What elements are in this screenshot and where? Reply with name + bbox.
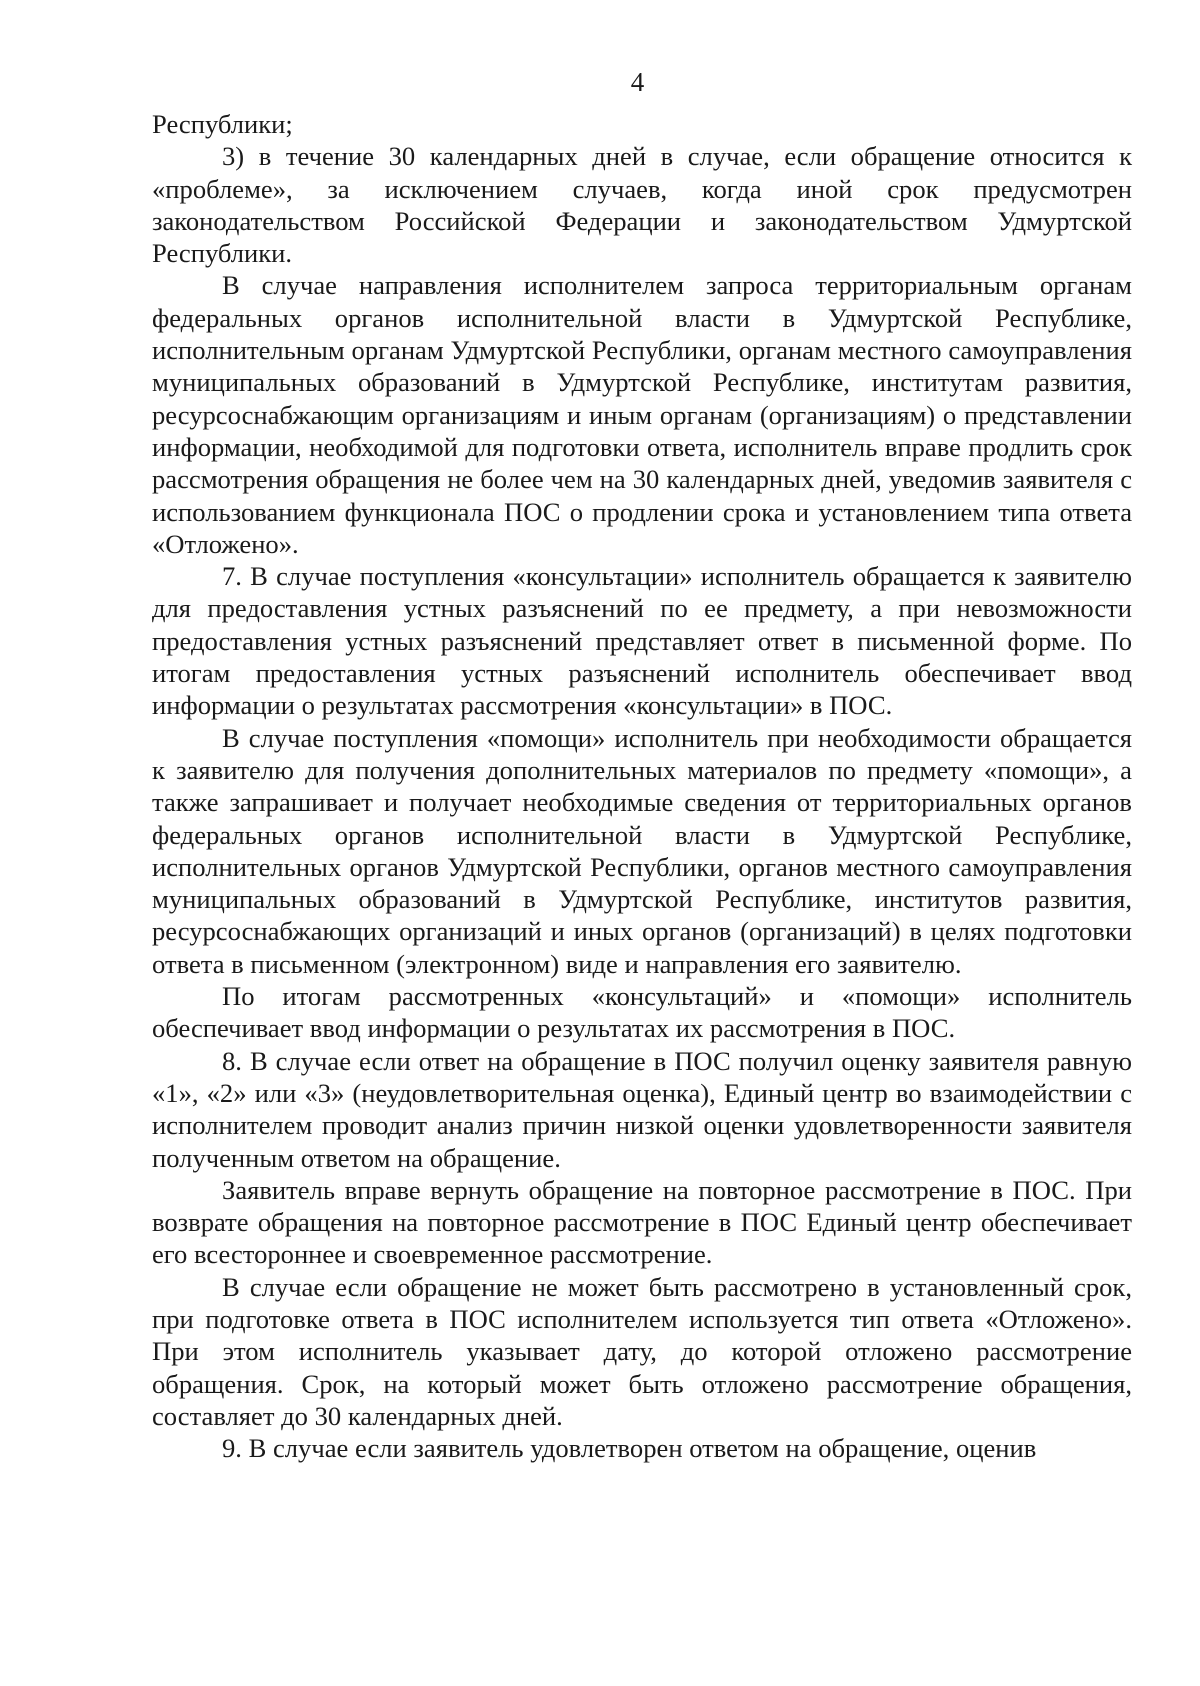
paragraph-2: 3) в течение 30 календарных дней в случае, если обращение относится к «проблеме», за исключением случаев, когда иной срок предусмотрен законодательством Российской Федерации и законодательством Удмуртской Республики. — [152, 141, 1132, 269]
page-number: 4 — [630, 67, 645, 97]
paragraph-4: 7. В случае поступления «консультации» исполнитель обращается к заявителю для предоставления устных разъяснений по ее предмету, а при невозможности предоставления устных разъяснений представляет ответ в письменной форме. По итогам предоставления устных разъяснений исполнитель обеспечивает ввод информации о результатах рассмотрения «консультации» в ПОС. — [152, 561, 1132, 721]
document-body — [152, 108, 1132, 1464]
paragraph-6: По итогам рассмотренных «консультаций» и «помощи» исполнитель обеспечивает ввод информации о результатах их рассмотрения в ПОС. — [152, 981, 1132, 1044]
paragraph-7: 8. В случае если ответ на обращение в ПОС получил оценку заявителя равную «1», «2» или «3» (неудовлетворительная оценка), Единый центр во взаимодействии с исполнителем проводит анализ причин низкой оценки удовлетворенности заявителя полученным ответом на обращение. — [152, 1045, 1132, 1173]
paragraph-9: В случае если обращение не может быть рассмотрено в установленный срок, при подготовке ответа в ПОС исполнителем используется тип ответа «Отложено». При этом исполнитель указывает дату, до которой отложено рассмотрение обращения. Срок, на который может быть отложено рассмотрение обращения, составляет до 30 календарных дней. — [152, 1271, 1132, 1431]
paragraph-1: Республики; — [152, 109, 293, 139]
paragraph-5: В случае поступления «помощи» исполнитель при необходимости обращается к заявителю для получения дополнительных материалов по предмету «помощи», а также запрашивает и получает необходимые сведения от территориальных органов федеральных органов исполнительной власти в Удмуртской Республике, исполнительных органов Удмуртской Республики, органов местного самоуправления муниципальных образований в Удмуртской Республике, институтов развития, ресурсоснабжающих организаций и иных органов (организаций) в целях подготовки ответа в письменном (электронном) виде и направления его заявителю. — [152, 722, 1132, 979]
paragraph-10: 9. В случае если заявитель удовлетворен ответом на обращение, оценив — [222, 1433, 1037, 1464]
paragraph-3: В случае направления исполнителем запроса территориальным органам федеральных органов исполнительной власти в Удмуртской Республике, исполнительным органам Удмуртской Республики, органам местного самоуправления муниципальных образований в Удмуртской Республике, институтам развития, ресурсоснабжающим организациям и иным органам (организациям) о представлении информации, необходимой для подготовки ответа, исполнитель вправе продлить срок рассмотрения обращения не более чем на 30 календарных дней, уведомив заявителя с использованием функционала ПОС о продлении срока и установлением типа ответа «Отложено». — [152, 270, 1132, 559]
paragraph-8: Заявитель вправе вернуть обращение на повторное рассмотрение в ПОС. При возврате обращения на повторное рассмотрение в ПОС Единый центр обеспечивает его всестороннее и своевременное рассмотрение. — [152, 1174, 1132, 1270]
